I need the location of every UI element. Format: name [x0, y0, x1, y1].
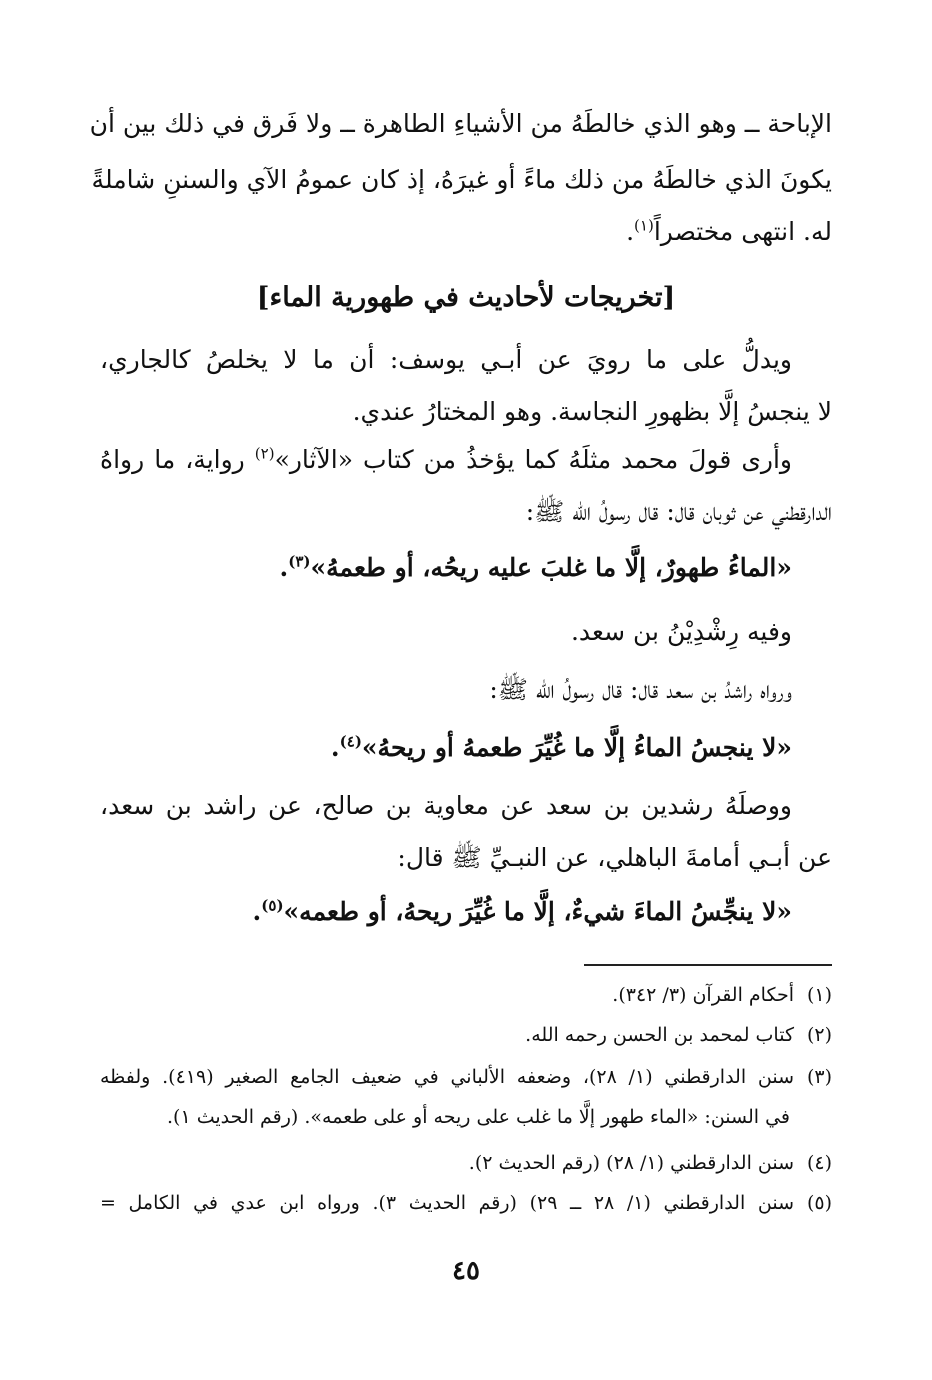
- footnote-number: (١): [806, 984, 832, 1006]
- hadith-text: .: [252, 897, 262, 926]
- body-line: ووصلَهُ رشدين بن سعد عن معاوية بن صالح، عن راشد بن سعد،: [100, 791, 792, 820]
- body-line: يكونَ الذي خالطَهُ من ذلك ماءً أو غيرَهُ، إذ كان عمومُ الآي والسننِ شاملةً: [91, 165, 832, 194]
- footnote-ref: (٤): [339, 732, 362, 751]
- footnote-number: (٣): [806, 1066, 832, 1088]
- body-text: له. انتهى مختصراً: [653, 217, 832, 246]
- footnote: [100, 1062, 832, 1092]
- body-line: ورواه راشدُ بن سعد قال: قال رسولُ الله ﷺ:: [489, 675, 792, 704]
- body-line: الإباحة ــ وهو الذي خالطَهُ من الأشياءِ الطاهرة ــ ولا فَرق في ذلك بين أن: [89, 109, 832, 138]
- hadith-quote: [100, 728, 792, 768]
- body-line: [100, 212, 832, 252]
- hadith-quote: [100, 892, 792, 932]
- footnote-text: أحكام القرآن (٣/ ٣٤٢).: [612, 984, 794, 1006]
- hadith-text: «الماءُ طهورٌ، إلَّا ما غلبَ عليه ريحُه، أو طعمهُ»: [310, 553, 792, 582]
- footnote-number: (٢): [806, 1024, 832, 1046]
- section-heading: [تخريجات لأحاديث في طهورية الماء]: [256, 282, 676, 313]
- hadith-quote: [100, 548, 792, 588]
- footnote-ref: (٢): [254, 444, 275, 463]
- footnote-text: سنن الدارقطني (١/ ٢٨ ــ ٢٩) (رقم الحديث ٣). ورواه ابن عدي في الكامل =: [100, 1192, 794, 1214]
- hadith-text: «لا ينجِّسُ الماءَ شيءٌ، إلَّا ما غُيِّرَ ريحهُ، أو طعمه»: [283, 897, 792, 926]
- footnote-number: (٤): [806, 1152, 832, 1174]
- hadith-text: .: [279, 553, 289, 582]
- footnote: [100, 980, 832, 1010]
- body-text: رواية، ما رواهُ: [100, 445, 255, 474]
- footnote: [100, 1188, 832, 1218]
- footnote-ref: (٣): [288, 552, 311, 571]
- footnote-text: سنن الدارقطني (١/ ٢٨) (رقم الحديث ٢).: [468, 1152, 794, 1174]
- body-line: ويدلُّ على ما رويَ عن أبـي يوسف: أن ما لا يخلصُ كالجاري،: [100, 345, 792, 374]
- footnote-separator: [584, 964, 832, 966]
- footnote: [100, 1148, 832, 1178]
- body-line: عن أبـي أمامةَ الباهلي، عن النبـيِّ ﷺ قال:: [397, 843, 832, 872]
- footnote-text: سنن الدارقطني (١/ ٢٨)، وضعفه الألباني في ضعيف الجامع الصغير (٤١٩). ولفظه: [100, 1066, 794, 1088]
- body-line: وفيه رِشْدِيْنُ بن سعد.: [570, 617, 792, 646]
- footnote-number: (٥): [806, 1192, 832, 1214]
- body-line: [100, 440, 792, 480]
- body-line: لا ينجسُ إلَّا بظهورِ النجاسة. وهو المختارُ عندي.: [352, 397, 832, 426]
- footnote-continuation: في السنن: «الماء طهور إلَّا ما غلب على ريحه أو على طعمه». (رقم الحديث ١).: [167, 1106, 790, 1128]
- footnote-text: كتاب لمحمد بن الحسن رحمه الله.: [525, 1024, 794, 1046]
- footnote: [100, 1020, 832, 1050]
- hadith-text: «لا ينجسُ الماءُ إلَّا ما غُيِّرَ طعمهُ أو ريحهُ»: [361, 733, 792, 762]
- body-text: .: [626, 217, 635, 246]
- footnote-ref: (١): [634, 216, 654, 235]
- footnote-ref: (٥): [261, 896, 284, 915]
- body-text: وأرى قولَ محمد مثلَهُ كما يؤخذُ من كتاب «الآثار»: [274, 445, 792, 474]
- page-number: ٤٥: [452, 1256, 480, 1286]
- hadith-text: .: [330, 733, 340, 762]
- body-line: الدارقطني عن ثوبان قال: قال رسولُ الله ﷺ:: [525, 497, 832, 526]
